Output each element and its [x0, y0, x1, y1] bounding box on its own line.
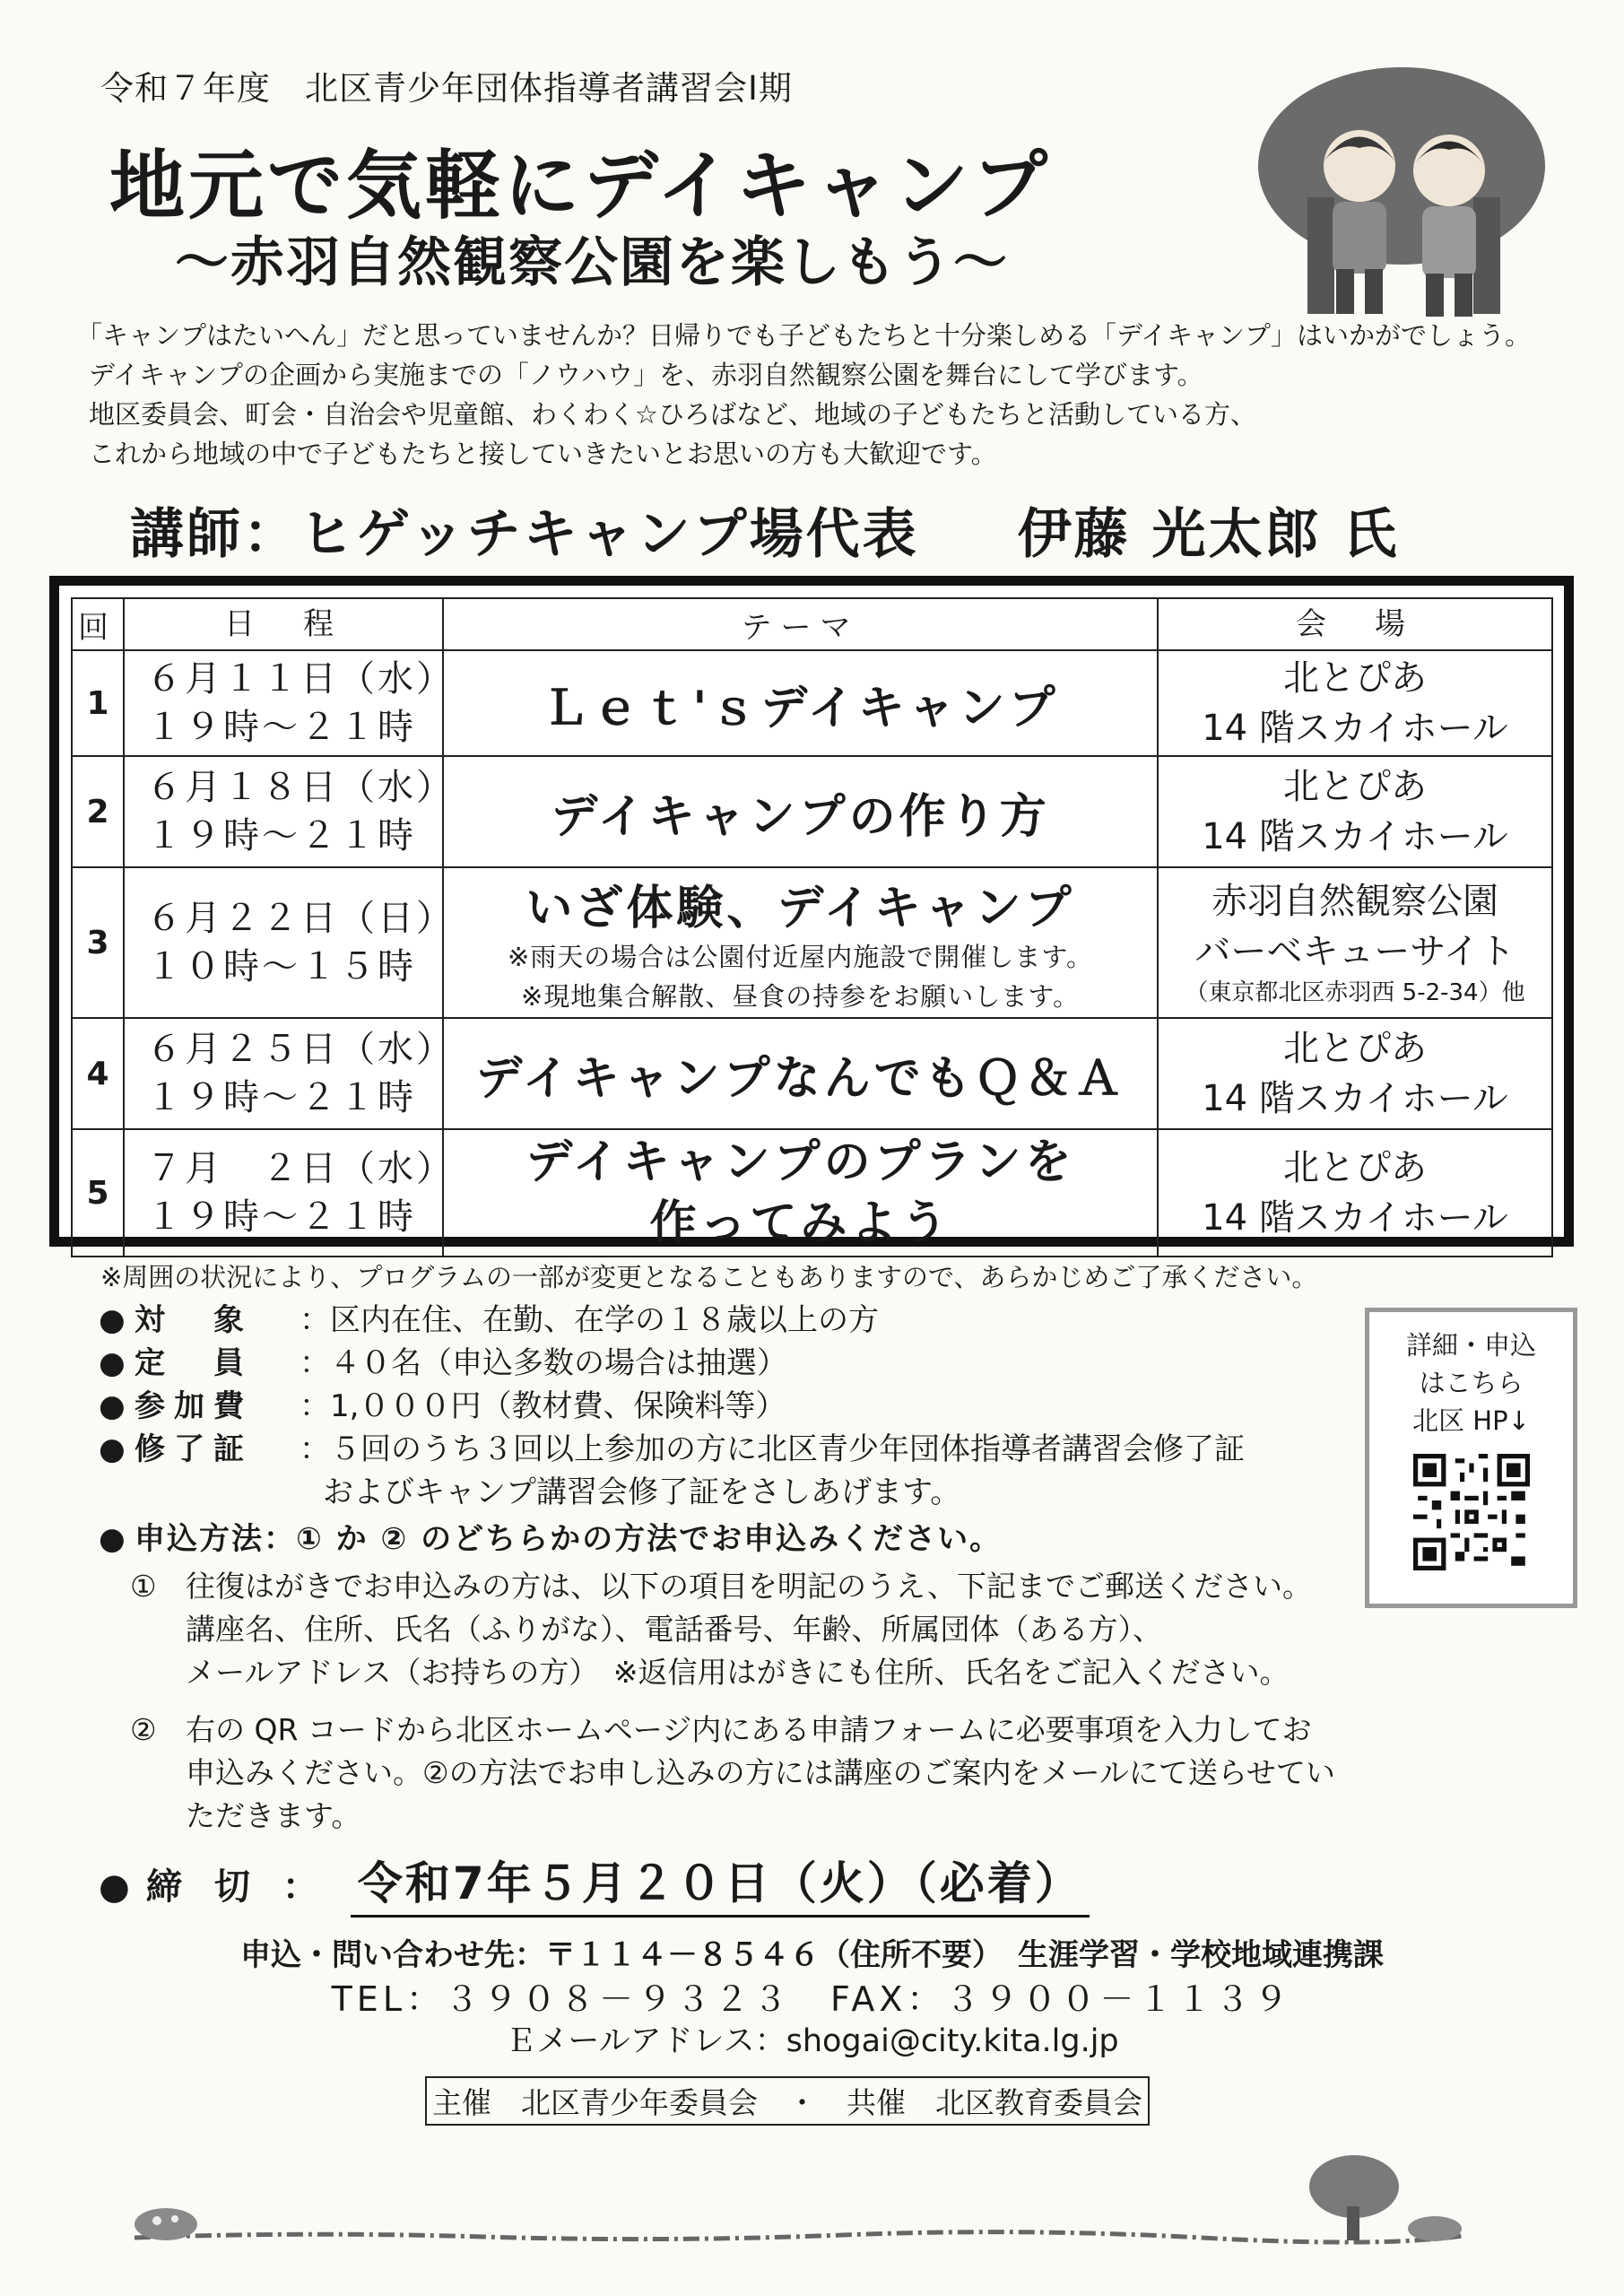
qr-caption-line: はこちら: [1419, 1368, 1524, 1398]
qr-code-icon[interactable]: [1413, 1454, 1530, 1570]
children-under-tree-illustration: [1254, 63, 1550, 323]
session-number: 5: [72, 1129, 124, 1257]
method-2: [130, 1709, 1335, 1838]
intro-text: [76, 316, 1583, 474]
venue-name: 北とぴあ: [1283, 1028, 1427, 1069]
session-theme: [443, 867, 1158, 1018]
bullet-icon: ●: [99, 1345, 126, 1381]
change-note: ※周囲の状況により、プログラムの一部が変更となることもありますので、あらかじめご了承ください。: [100, 1262, 1318, 1292]
contact-phone: TEL：３９０８－９３２３ FAX：３９００－１１３９: [331, 1979, 1293, 2019]
info-label: 定 員: [135, 1345, 253, 1381]
intro-line: これから地域の中で子どもたちと接していきたいとお思いの方も大歓迎です。: [89, 439, 997, 469]
venue-name: 北とぴあ: [1283, 657, 1427, 699]
session-date: [124, 650, 455, 756]
venue-room: 14 階スカイホール: [1202, 1078, 1508, 1119]
session-theme: Ｌｅｔ'ｓデイキャンプ: [443, 650, 1158, 756]
bullet-icon: ●: [99, 1431, 126, 1467]
bullet-icon: ●: [99, 1866, 130, 1908]
session-venue: [1158, 1129, 1552, 1257]
bullet-icon: ●: [99, 1302, 126, 1338]
venue-room: 14 階スカイホール: [1202, 1197, 1508, 1239]
deadline-label: 締切：: [145, 1866, 351, 1908]
apply-method-line: [99, 1518, 1002, 1561]
time-text: １９時～２１時: [146, 815, 416, 857]
time-text: １９時～２１時: [146, 707, 416, 748]
host-box: 主催 北区青少年委員会 ・ 共催 北区教育委員会: [425, 2076, 1150, 2126]
lecturer-name: 伊藤 光太郎 氏: [1017, 503, 1400, 566]
table-header-row: [72, 598, 1552, 650]
info-value: ：1,０００円（教材費、保険料等）: [300, 1388, 786, 1424]
time-text: １０時～１５時: [146, 946, 416, 987]
theme-text: いざ体験、デイキャンプ: [525, 881, 1075, 935]
intro-line: 「キャンプはたいへん」だと思っていませんか？日帰りでも子どもたちと十分楽しめる「デイキャンプ」はいかがでしょう。: [76, 320, 1531, 351]
venue-room: 14 階スカイホール: [1202, 708, 1508, 749]
qr-box[interactable]: [1365, 1308, 1577, 1608]
info-fee: [99, 1385, 1245, 1428]
intro-line: デイキャンプの企画から実施までの「ノウハウ」を、赤羽自然観察公園を舞台にして学びます。: [89, 360, 1203, 390]
lecturer-label: 講師：ヒゲッチキャンプ場代表: [130, 503, 919, 566]
table-row: [72, 1018, 1552, 1129]
fiscal-year-line: 令和７年度 北区青少年団体指導者講習会Ⅰ期: [100, 69, 793, 108]
session-theme: デイキャンプの作り方: [443, 756, 1158, 867]
table-row: [72, 650, 1552, 756]
header-date: 日 程: [124, 598, 443, 650]
deadline-line: [99, 1848, 1090, 1912]
qr-caption-line: 北区 HP↓: [1412, 1405, 1530, 1436]
method-number: ②: [130, 1712, 157, 1747]
intro-line: 地区委員会、町会・自治会や児童館、わくわく☆ひろばなど、地域の子どもたちと活動している方、: [89, 399, 1257, 430]
session-theme: [443, 1129, 1158, 1257]
contact-address: 申込・問い合わせ先：〒１１４－８５４６（住所不要） 生涯学習・学校地域連携課: [240, 1937, 1384, 1973]
session-date: [124, 756, 455, 867]
theme-text: デイキャンプのプランを: [525, 1135, 1075, 1189]
method-text: 講座名、住所、氏名（ふりがな）、電話番号、年齢、所属団体（ある方）、: [186, 1612, 1162, 1647]
table-row: [72, 867, 1552, 1018]
session-number: 1: [72, 650, 124, 756]
header-no: 回: [72, 598, 124, 650]
info-list: [99, 1299, 1245, 1514]
method-text: メールアドレス（お持ちの方） ※返信用はがきにも住所、氏名をご記入ください。: [186, 1655, 1290, 1690]
apply-label: 申込方法: [135, 1521, 264, 1557]
date-text: ７月 ２日（水）: [146, 1148, 455, 1189]
session-theme: デイキャンプなんでもＱ＆Ａ: [443, 1018, 1158, 1129]
venue-name: 北とぴあ: [1283, 766, 1427, 807]
session-date: [124, 1129, 455, 1257]
schedule-table: [49, 576, 1574, 1250]
info-label: 参加費: [135, 1388, 253, 1424]
venue-address: （東京都北区赤羽西 5-2-34）他: [1185, 979, 1525, 1006]
method-text: 申込みください。②の方法でお申し込みの方には講座のご案内をメールにて送らせてい: [186, 1755, 1335, 1790]
info-value: ：区内在住、在勤、在学の１８歳以上の方: [300, 1302, 879, 1338]
ground-decoration: [126, 2152, 1471, 2260]
info-label: 対 象: [135, 1302, 253, 1338]
info-certificate-cont: およびキャンプ講習会修了証をさしあげます。: [323, 1474, 961, 1510]
qr-caption: [1369, 1326, 1573, 1439]
date-text: ６月１１日（水）: [146, 658, 455, 700]
method-text: 往復はがきでお申込みの方は、以下の項目を明記のうえ、下記までご郵送ください。: [186, 1569, 1312, 1604]
page-title: 地元で気軽にデイキャンプ: [109, 142, 1052, 230]
session-venue: [1158, 1018, 1552, 1129]
method-number: ①: [130, 1569, 157, 1604]
date-text: ６月１８日（水）: [146, 767, 455, 808]
time-text: １９時～２１時: [146, 1077, 416, 1118]
qr-caption-line: 詳細・申込: [1405, 1330, 1536, 1361]
method-text: ただきます。: [186, 1798, 361, 1833]
table-row: [72, 1129, 1552, 1257]
session-number: 3: [72, 867, 124, 1018]
header-venue: 会 場: [1158, 598, 1552, 650]
session-venue: [1158, 867, 1552, 1018]
method-text: 右の QR コードから北区ホームページ内にある申請フォームに必要事項を入力してお: [186, 1712, 1312, 1747]
bullet-icon: ●: [99, 1388, 126, 1424]
method-1: [130, 1565, 1312, 1694]
info-value: ：５回のうち３回以上参加の方に北区青少年団体指導者講習会修了証: [300, 1431, 1245, 1467]
session-number: 4: [72, 1018, 124, 1129]
venue-room: バーベキューサイト: [1194, 931, 1515, 972]
date-text: ６月２５日（水）: [146, 1029, 455, 1070]
session-venue: [1158, 756, 1552, 867]
meeting-note: ※現地集合解散、昼食の持参をお願いします。: [521, 980, 1080, 1012]
lecturer-line: [130, 491, 1399, 569]
bullet-icon: ●: [99, 1521, 126, 1557]
session-date: [124, 1018, 455, 1129]
venue-name: 赤羽自然観察公園: [1211, 881, 1498, 922]
theme-text-2: 作ってみよう: [649, 1196, 951, 1250]
apply-lead: ：① か ② のどちらかの方法でお申込みください。: [264, 1521, 1003, 1557]
header-theme: テーマ: [443, 598, 1158, 650]
info-certificate: [99, 1428, 1245, 1471]
rain-note: ※雨天の場合は公園付近屋内施設で開催します。: [508, 941, 1093, 972]
session-venue: [1158, 650, 1552, 756]
page-subtitle: ～赤羽自然観察公園を楽しもう～: [175, 231, 1009, 294]
session-number: 2: [72, 756, 124, 867]
info-label: 修了証: [135, 1431, 253, 1467]
info-target: [99, 1299, 1245, 1342]
time-text: １９時～２１時: [146, 1196, 416, 1238]
table-row: [72, 756, 1552, 867]
session-date: [124, 867, 455, 1018]
venue-name: 北とぴあ: [1283, 1147, 1427, 1188]
deadline-date: 令和7年５月２０日（火）（必着）: [351, 1857, 1090, 1918]
venue-room: 14 階スカイホール: [1202, 816, 1508, 857]
contact-email[interactable]: Ｅメールアドレス：shogai@city.kita.lg.jp: [505, 2023, 1119, 2059]
info-capacity: [99, 1342, 1245, 1385]
date-text: ６月２２日（日）: [146, 898, 455, 939]
info-value: ：４０名（申込多数の場合は抽選）: [300, 1345, 787, 1381]
